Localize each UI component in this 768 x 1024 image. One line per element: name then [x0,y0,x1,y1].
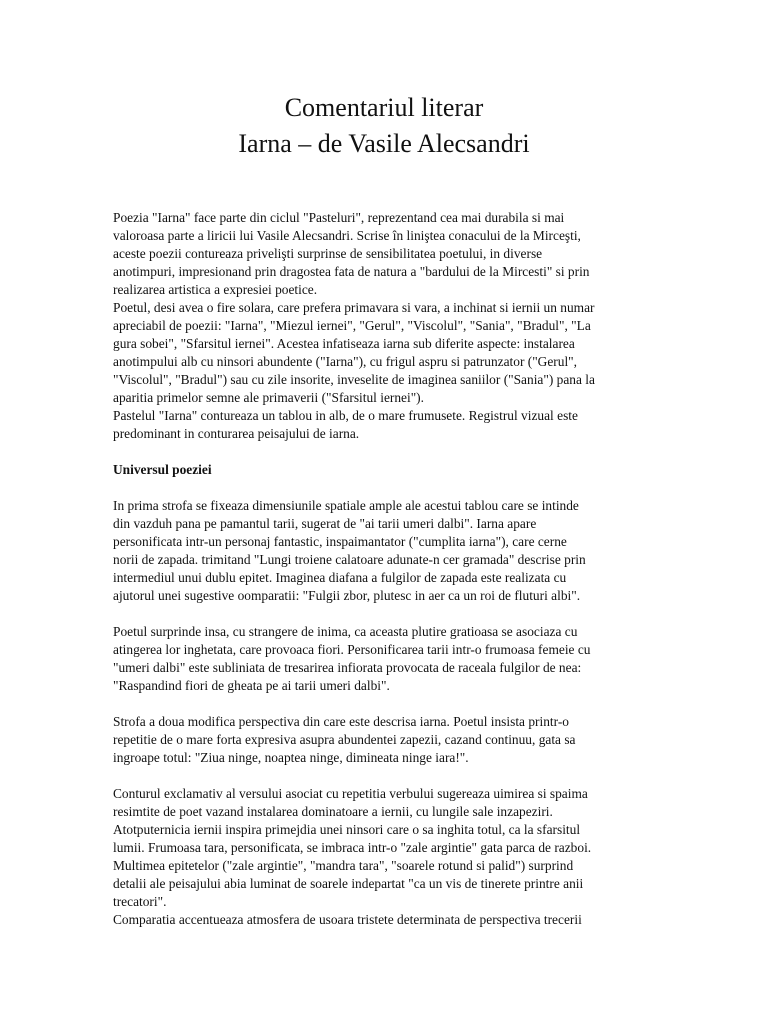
text-line: resimtite de poet vazand instalarea dominatoare a iernii, cu lungile sale inzapeziri. [113,804,553,819]
text-line: detalii ale peisajului abia luminat de soarele indepartat "ca un vis de tinerete printre anii [113,876,584,891]
text-line: Poezia "Iarna" face parte din ciclul "Pasteluri", reprezentand cea mai durabila si mai [113,210,565,225]
text-line: Poetul, desi avea o fire solara, care prefera primavara si vara, a inchinat si iernii un numar [113,300,595,315]
text-line: valoroasa parte a liricii lui Vasile Alecsandri. Scrise în liniştea conacului de la Mirceşti, [113,228,581,243]
paragraph-2 [113,623,658,695]
text-line: repetitie de o mare forta expresiva asupra abundentei zapezii, cazand continuu, gata sa [113,732,576,747]
text-line: Poetul surprinde insa, cu strangere de inima, ca aceasta plutire gratioasa se asociaza cu [113,624,578,639]
title-line-1: Comentariul literar [284,93,484,122]
document-title [0,90,768,162]
text-line: aceste poezii contureaza privelişti surprinse de sensibilitatea poetului, in diverse [113,246,543,261]
text-line: apreciabil de poezii: "Iarna", "Miezul iernei", "Gerul", "Viscolul", "Sania", "Bradul", "La [113,318,591,333]
text-line: Comparatia accentueaza atmosfera de usoara tristete determinata de perspectiva trecerii [113,912,582,927]
text-line: predominant in conturarea peisajului de iarna. [113,426,360,441]
text-line: personificata intr-un personaj fantastic, inspaimantator ("cumplita iarna"), care cerne [113,534,567,549]
text-line: lumii. Frumoasa tara, personificata, se imbraca intr-o "zale argintie" gata parca de razboi. [113,840,592,855]
text-line: gura sobei", "Sfarsitul iernei". Acestea infatiseaza iarna sub diferite aspecte: instalarea [113,336,575,351]
text-line: ingroape totul: "Ziua ninge, noaptea ninge, dimineata ninge iara!". [113,750,469,765]
text-line: norii de zapada. trimitand "Lungi troiene calatoare adunate-n cer gramada" descrise prin [113,552,586,567]
paragraph-gap [113,605,658,623]
document-body [113,209,658,929]
paragraph-gap [113,695,658,713]
text-line: Pastelul "Iarna" contureaza un tablou in alb, de o mare frumusete. Registrul vizual este [113,408,578,423]
intro-paragraph [113,209,658,443]
text-line: "Raspandind fiori de gheata pe ai tarii umeri dalbi". [113,678,390,693]
text-line: anotimpuri, impresionand prin dragostea fata de natura a "bardului de la Mircesti" si prin [113,264,590,279]
text-line: aparitia primelor semne ale primaverii ("Sfarsitul iernei"). [113,390,424,405]
text-line: Conturul exclamativ al versului asociat cu repetitia verbului sugereaza uimirea si spaima [113,786,588,801]
text-line: realizarea artistica a expresiei poetice. [113,282,318,297]
title-line-2: Iarna – de Vasile Alecsandri [238,129,530,158]
text-line: din vazduh pana pe pamantul tarii, sugerat de "ai tarii umeri dalbi". Iarna apare [113,516,537,531]
section-heading: Universul poeziei [113,462,212,477]
text-line: "Viscolul", "Bradul") sau cu zile insorite, inveselite de imaginea saniilor ("Sania") pana la [113,372,595,387]
text-line: "umeri dalbi" este subliniata de tresarirea infiorata provocata de raceala fulgilor de nea: [113,660,582,675]
text-line: Strofa a doua modifica perspectiva din care este descrisa iarna. Poetul insista printr-o [113,714,569,729]
text-line: trecatori". [113,894,167,909]
text-line: ajutorul unei sugestive oomparatii: "Fulgii zbor, plutesc in aer ca un roi de fluturi albi". [113,588,581,603]
text-line: anotimpului alb cu ninsori abundente ("Iarna"), cu frigul aspru si patrunzator ("Gerul", [113,354,577,369]
text-line: In prima strofa se fixeaza dimensiunile spatiale ample ale acestui tablou care se intinde [113,498,579,513]
paragraph-4 [113,785,658,929]
paragraph-1 [113,497,658,605]
text-line: atingerea lor inghetata, care provoaca fiori. Personificarea tarii intr-o frumoasa femeie cu [113,642,591,657]
paragraph-gap [113,479,658,497]
text-line: Atotputernicia iernii inspira primejdia unei ninsori care o sa inghita totul, ca la sfarsitul [113,822,581,837]
paragraph-3 [113,713,658,767]
paragraph-gap [113,767,658,785]
text-line: Multimea epitetelor ("zale argintie", "mandra tara", "soarele rotund si palid") surprind [113,858,574,873]
text-line: intermediul unui dublu epitet. Imaginea diafana a fulgilor de zapada este realizata cu [113,570,567,585]
paragraph-gap [113,443,658,461]
